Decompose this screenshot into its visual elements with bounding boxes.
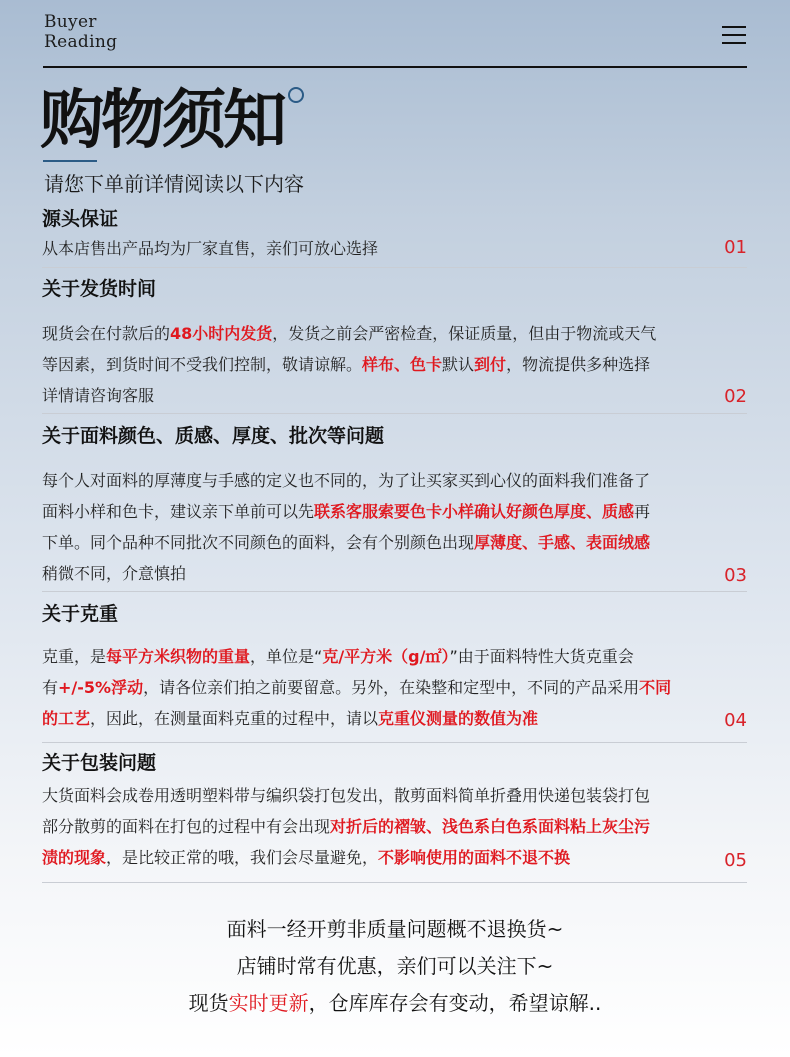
section-divider <box>42 413 747 414</box>
highlight-text: 到付 <box>474 355 507 374</box>
footer-line-2: 店铺时常有优惠，亲们可以关注下~ <box>236 954 554 978</box>
brand-line-2: Reading <box>44 32 118 52</box>
body-text: 每个人对面料的厚薄度与手感的定义也不同的，为了让买家买到心仪的面料我们准备了 <box>42 471 651 490</box>
body-text: 现货会在付款后的 <box>42 324 171 343</box>
body-line <box>42 842 702 873</box>
section-divider <box>42 742 747 743</box>
body-text: 面料小样和色卡，建议亲下单前可以先 <box>42 502 315 521</box>
body-line <box>42 349 702 380</box>
body-text: 稍微不同，介意慎拍 <box>42 564 187 583</box>
section-packaging <box>42 750 747 883</box>
body-line <box>42 318 702 349</box>
highlight-text: 48小时内发货 <box>170 324 273 343</box>
body-line <box>42 233 702 264</box>
section-shipping-time <box>42 276 747 414</box>
body-text: ，请各位亲们拍之前要留意。另外，在染整和定型中，不同的产品采用 <box>143 678 640 697</box>
section-body <box>42 318 702 411</box>
highlight-text: 厚薄度、手感、表面绒感 <box>474 533 651 552</box>
body-line <box>42 558 702 589</box>
brand-logo <box>44 12 117 52</box>
highlight-text: 克/平方米（g/㎡） <box>322 647 450 666</box>
section-heading: 关于克重 <box>42 603 119 625</box>
highlight-text: 不同 <box>639 678 672 697</box>
section-number: 04 <box>724 710 747 731</box>
section-source-guarantee <box>42 206 747 268</box>
page-title: 购物须知 <box>40 83 284 158</box>
section-heading: 关于发货时间 <box>42 278 157 300</box>
body-text: 下单。同个品种不同批次不同颜色的面料，会有个别颜色出现 <box>42 533 475 552</box>
body-text: 有 <box>42 678 59 697</box>
body-line <box>42 641 702 672</box>
section-heading: 源头保证 <box>42 208 119 230</box>
highlight-text: 联系客服索要色卡小样确认好颜色厚度、质感 <box>314 502 635 521</box>
body-line <box>42 780 702 811</box>
highlight-text: 不影响使用的面料不退不换 <box>378 848 571 867</box>
footer-line-3-highlight: 实时更新 <box>228 991 309 1015</box>
header-divider <box>43 66 747 68</box>
highlight-text: 对折后的褶皱、浅色系白色系面料粘上灰尘污 <box>330 817 651 836</box>
body-line <box>42 496 702 527</box>
section-heading: 关于包装问题 <box>42 752 157 774</box>
highlight-text: +/-5%浮动 <box>58 678 144 697</box>
section-body <box>42 233 702 264</box>
body-text: 克重，是 <box>42 647 107 666</box>
section-divider <box>42 591 747 592</box>
body-line <box>42 527 702 558</box>
section-gram-weight <box>42 601 747 743</box>
brand-line-1: Buyer <box>44 12 97 32</box>
footer-notice <box>0 911 790 1022</box>
circle-icon <box>288 87 304 103</box>
title-accent-line <box>43 160 97 162</box>
section-number: 03 <box>724 565 747 586</box>
body-text: ，物流提供多种选择 <box>506 355 651 374</box>
page-subtitle: 请您下单前详情阅读以下内容 <box>44 172 304 196</box>
section-number: 02 <box>724 386 747 407</box>
body-line <box>42 703 702 734</box>
body-line <box>42 380 702 411</box>
menu-icon[interactable] <box>722 26 748 48</box>
highlight-text: 的工艺 <box>42 709 91 728</box>
body-text: ，是比较正常的哦，我们会尽量避免， <box>106 848 379 867</box>
body-text: ，单位是“ <box>250 647 323 666</box>
section-divider <box>42 267 747 268</box>
body-text: 详情请咨询客服 <box>42 386 155 405</box>
body-line <box>42 672 702 703</box>
body-text: 再 <box>634 502 651 521</box>
section-body <box>42 641 702 734</box>
body-line <box>42 465 702 496</box>
body-line <box>42 811 702 842</box>
section-divider <box>42 882 747 883</box>
footer-line-3-post: ，仓库库存会有变动，希望谅解.. <box>308 991 602 1015</box>
footer-line-1: 面料一经开剪非质量问题概不退换货~ <box>226 917 564 941</box>
highlight-text: 克重仪测量的数值为准 <box>378 709 539 728</box>
section-number: 05 <box>724 850 747 871</box>
body-text: ，发货之前会严密检查，保证质量，但由于物流或天气 <box>272 324 657 343</box>
section-fabric-color <box>42 423 747 592</box>
section-body <box>42 780 702 873</box>
footer-line-3 <box>0 985 790 1022</box>
body-text: ，因此，在测量面料克重的过程中，请以 <box>90 709 379 728</box>
body-text: 默认 <box>442 355 475 374</box>
body-text: 等因素，到货时间不受我们控制，敬请谅解。 <box>42 355 363 374</box>
footer-line-3-pre: 现货 <box>188 991 229 1015</box>
body-text: 大货面料会成卷用透明塑料带与编织袋打包发出，散剪面料简单折叠用快递包装袋打包 <box>42 786 651 805</box>
section-body <box>42 465 702 589</box>
body-text: 从本店售出产品均为厂家直售，亲们可放心选择 <box>42 239 379 258</box>
body-text: 部分散剪的面料在打包的过程中有会出现 <box>42 817 331 836</box>
section-heading: 关于面料颜色、质感、厚度、批次等问题 <box>42 425 385 447</box>
highlight-text: 样布、色卡 <box>362 355 443 374</box>
highlight-text: 渍的现象 <box>42 848 107 867</box>
section-number: 01 <box>724 237 747 258</box>
body-text: ”由于面料特性大货克重会 <box>449 647 634 666</box>
highlight-text: 每平方米织物的重量 <box>106 647 251 666</box>
